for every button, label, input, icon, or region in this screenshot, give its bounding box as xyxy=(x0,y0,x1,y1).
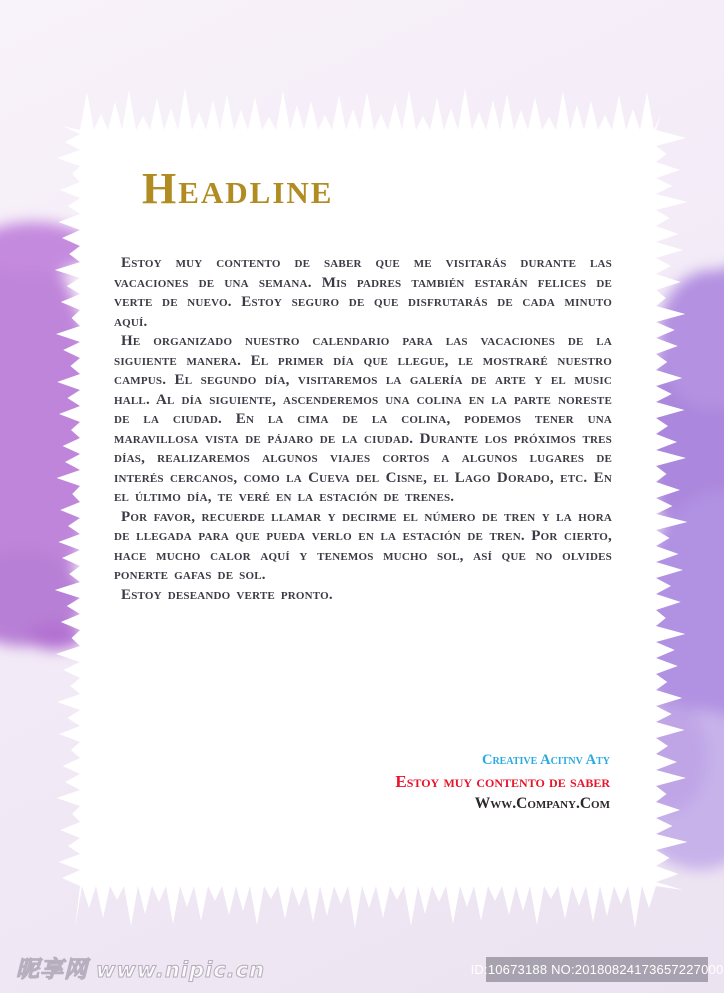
body-paragraph: Estoy muy contento de saber que me visitarás durante las vacaciones de una semana. Mis padres también estarán felices de verte de nuevo. Estoy seguro de que disfrutarás de cada minuto aquí. xyxy=(114,255,612,330)
footer-website: Www.Company.Com xyxy=(474,795,610,812)
page-title: Headline xyxy=(142,164,334,213)
watermark-url: www.nipic.cn xyxy=(96,958,266,982)
watermark-logo: 昵享网 xyxy=(16,957,88,983)
letter-body xyxy=(114,254,612,605)
footer-block xyxy=(395,751,610,814)
body-paragraph: Por favor, recuerde llamar y decirme el número de tren y la hora de llegada para que pueda verlo en la estación de tren. Por cierto, hace mucho calor aquí y tenemos mucho sol, así que no olvides ponerte gafas de sol. xyxy=(114,508,612,583)
nipic-watermark xyxy=(16,951,265,984)
image-id-badge: ID:10673188 NO:20180824173657227000 xyxy=(486,957,708,982)
footer-tagline: Estoy muy contento de saber xyxy=(395,772,610,791)
body-paragraph: Estoy deseando verte pronto. xyxy=(121,586,333,603)
body-paragraph: He organizado nuestro calendario para las vacaciones de la siguiente manera. El primer día que llegue, le mostraré nuestro campus. El segundo día, visitaremos la galería de arte y el music hall. Al día siguiente, ascenderemos una colina en la parte noreste de la ciudad. En la cima de la colina, podemos tener una maravillosa vista de pájaro de la ciudad. Durante los próximos tres días, realizaremos algunos viajes cortos a algunos lugares de interés cercanos, como la Cueva del Cisne, el Lago Dorado, etc. En el último día, te veré en la estación de trenes. xyxy=(114,333,612,505)
footer-brand-line: Creative Acitnv Aty xyxy=(481,752,610,768)
